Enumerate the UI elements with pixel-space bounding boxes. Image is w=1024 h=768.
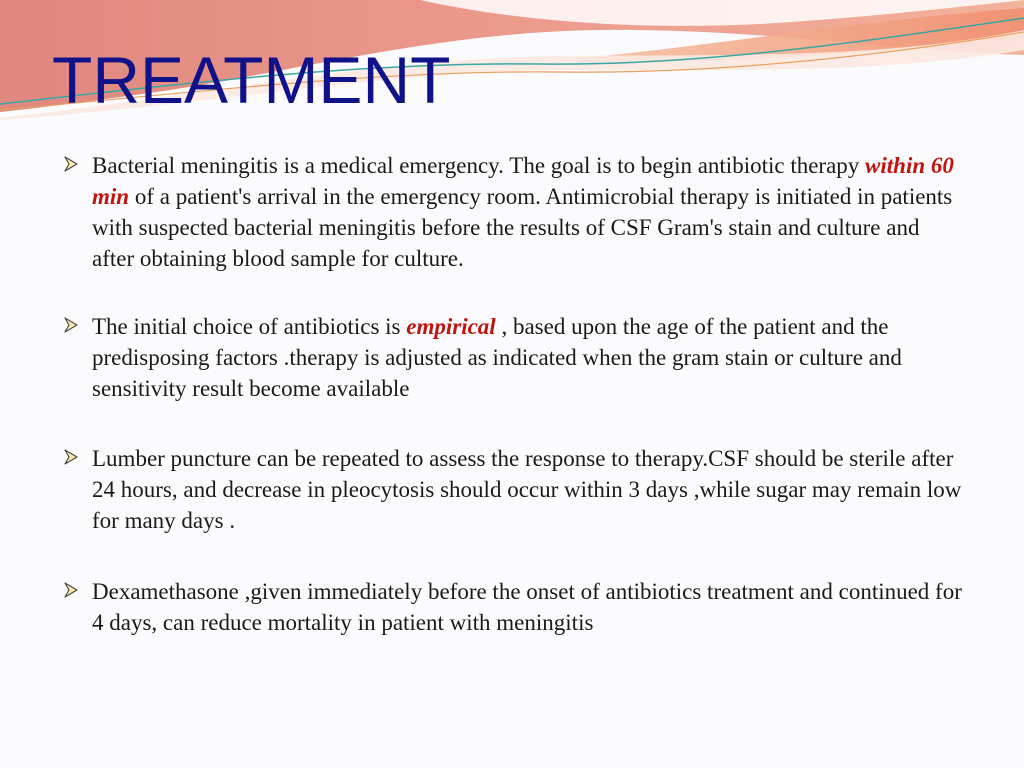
- arrow-bullet-icon: [62, 155, 80, 173]
- bullet-text: , based upon the age of the patient and the predisposing factors .therapy is adjusted as indicated when the gram stain or culture and sensitivity result become available: [92, 314, 902, 401]
- bullet-text: The initial choice of antibiotics is: [92, 314, 407, 339]
- bullet-emphasis: within 60 min: [92, 153, 954, 209]
- bullet-text: Bacterial meningitis is a medical emergency. The goal is to begin antibiotic therapy: [92, 153, 866, 178]
- bullet-text: Dexamethasone ,given immediately before the onset of antibiotics treatment and continued for 4 days, can reduce mortality in patient with meningitis: [92, 579, 962, 635]
- bullet-text: of a patient's arrival in the emergency room. Antimicrobial therapy is initiated in patients with suspected bacterial meningitis before the results of CSF Gram's stain and culture and after obtaining blood sample for culture.: [92, 184, 953, 271]
- bullet-item: [60, 311, 965, 404]
- bullet-text: Lumber puncture can be repeated to assess the response to therapy.CSF should be sterile after 24 hours, and decrease in pleocytosis should occur within 3 days ,while sugar may remain low for many days .: [92, 446, 962, 533]
- bullet-emphasis: empirical: [406, 314, 496, 339]
- slide-title: TREATMENT: [52, 43, 451, 117]
- arrow-bullet-icon: [62, 448, 80, 466]
- bullet-item: [60, 576, 965, 638]
- bullet-list: [60, 150, 965, 638]
- bullet-item: [60, 150, 965, 274]
- bullet-item: [60, 443, 965, 536]
- arrow-bullet-icon: [62, 316, 80, 334]
- arrow-bullet-icon: [62, 581, 80, 599]
